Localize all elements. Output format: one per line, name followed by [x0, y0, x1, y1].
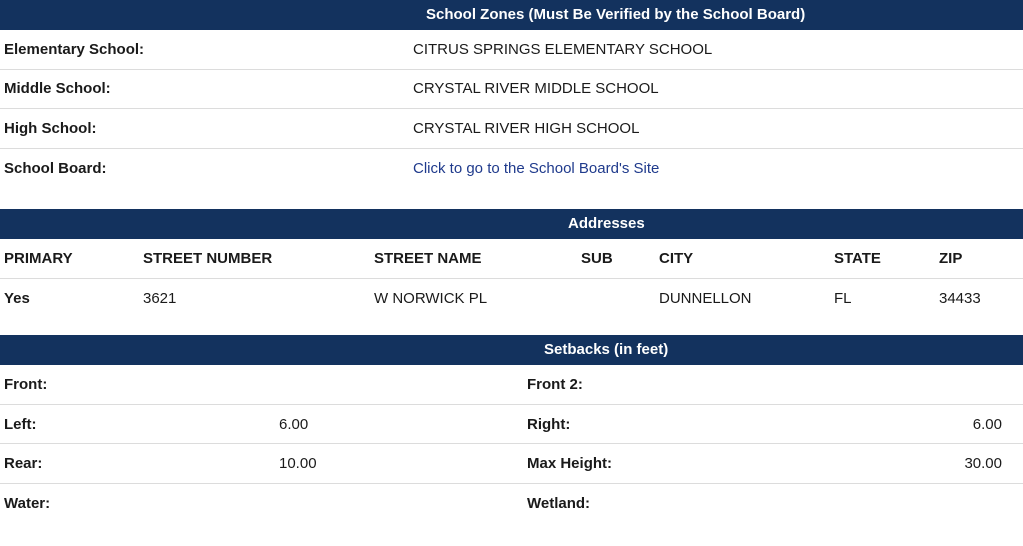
rear-value: 10.00: [279, 455, 317, 472]
col-city-header: CITY: [659, 250, 694, 267]
street-name-value: W NORWICK PL: [374, 290, 488, 307]
front-2-label: Front 2:: [527, 376, 583, 393]
left-value: 6.00: [279, 415, 309, 433]
wetland-label: Wetland:: [527, 494, 591, 512]
primary-value: Yes: [4, 290, 30, 307]
high-school-value: CRYSTAL RIVER HIGH SCHOOL: [413, 119, 640, 137]
water-label: Water:: [4, 494, 51, 512]
high-school-row: [0, 109, 1023, 149]
elementary-school-label: Elementary School:: [4, 40, 145, 58]
state-value: FL: [834, 290, 852, 307]
setback-row-left-right: [0, 405, 1023, 445]
col-zip-header: ZIP: [939, 250, 963, 267]
setback-row-rear-height: [0, 444, 1023, 484]
addresses-section: [0, 209, 1023, 319]
rear-label: Rear:: [4, 455, 43, 472]
setbacks-section: [0, 335, 1023, 523]
col-primary-header: PRIMARY: [4, 250, 73, 267]
street-number-value: 3621: [143, 290, 177, 307]
school-board-label: School Board:: [4, 159, 107, 177]
setback-row-water-wetland: [0, 484, 1023, 524]
col-sub-header: SUB: [581, 250, 613, 267]
max-height-label: Max Height:: [527, 455, 613, 472]
col-street-name-header: STREET NAME: [374, 250, 482, 267]
middle-school-row: [0, 70, 1023, 110]
right-value: 6.00: [972, 415, 1002, 433]
max-height-value: 30.00: [964, 455, 1002, 472]
addresses-header: Addresses: [0, 209, 1023, 239]
setbacks-header: Setbacks (in feet): [0, 335, 1023, 365]
col-street-number-header: STREET NUMBER: [143, 250, 273, 267]
addresses-header-row: [0, 239, 1023, 279]
school-zones-header: School Zones (Must Be Verified by the School Board): [0, 0, 1023, 30]
front-label: Front:: [4, 376, 48, 393]
elementary-school-value: CITRUS SPRINGS ELEMENTARY SCHOOL: [413, 40, 713, 58]
elementary-school-row: [0, 30, 1023, 70]
col-state-header: STATE: [834, 250, 881, 267]
middle-school-value: CRYSTAL RIVER MIDDLE SCHOOL: [413, 80, 659, 98]
city-value: DUNNELLON: [659, 290, 752, 307]
school-board-link[interactable]: Click to go to the School Board's Site: [413, 159, 660, 177]
left-label: Left:: [4, 415, 37, 433]
school-board-row: [0, 149, 1023, 189]
zip-value: 34433: [939, 290, 981, 307]
high-school-label: High School:: [4, 119, 97, 137]
table-row: [0, 279, 1023, 319]
school-zones-section: [0, 0, 1023, 188]
right-label: Right:: [527, 415, 571, 433]
setback-row-front: [0, 365, 1023, 405]
middle-school-label: Middle School:: [4, 80, 111, 98]
